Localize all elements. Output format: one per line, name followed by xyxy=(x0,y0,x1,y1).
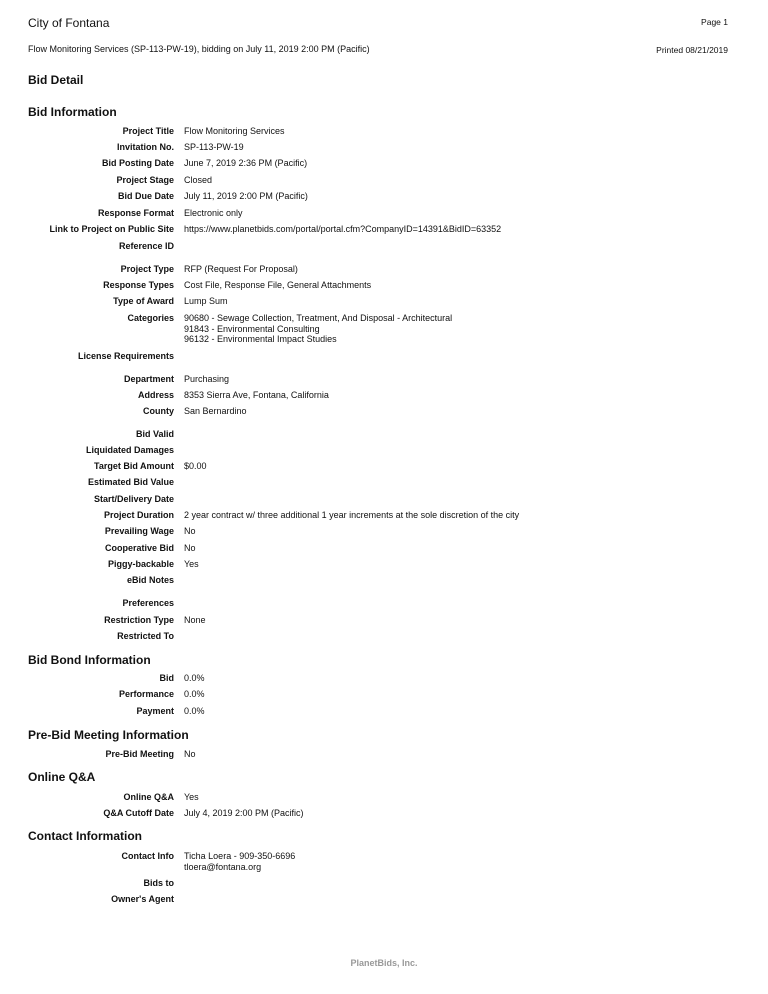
section-pre-bid-meeting: Pre-Bid Meeting Information xyxy=(28,728,189,742)
footer-brand: PlanetBids, Inc. xyxy=(350,958,418,968)
section-contact-information: Contact Information xyxy=(28,829,142,843)
field-label: Type of Award xyxy=(113,296,174,306)
field-value: No xyxy=(184,526,196,536)
field-label: Prevailing Wage xyxy=(104,526,174,536)
field-value: Flow Monitoring Services xyxy=(184,126,285,136)
section-bid-bond: Bid Bond Information xyxy=(28,653,151,667)
section-online-qa: Online Q&A xyxy=(28,770,96,784)
field-value: Yes xyxy=(184,792,199,802)
field-label: Bids to xyxy=(143,878,174,888)
field-label: Project Duration xyxy=(103,510,174,520)
field-label: Target Bid Amount xyxy=(94,461,174,471)
field-value: July 4, 2019 2:00 PM (Pacific) xyxy=(184,808,304,818)
field-label: Bid Posting Date xyxy=(101,158,174,168)
field-label: Performance xyxy=(118,689,174,699)
field-label: Contact Info xyxy=(121,851,174,861)
field-value: San Bernardino xyxy=(184,406,247,416)
document-title: City of Fontana xyxy=(28,16,110,30)
field-label: Online Q&A xyxy=(123,792,174,802)
field-label: Bid xyxy=(159,673,174,683)
field-label: Restriction Type xyxy=(104,615,174,625)
section-bid-information: Bid Information xyxy=(28,105,117,119)
field-value: No xyxy=(184,749,196,759)
field-label: Payment xyxy=(136,706,174,716)
field-label: Owner's Agent xyxy=(111,894,174,904)
field-value: Cost File, Response File, General Attachments xyxy=(184,280,372,290)
field-label: Reference ID xyxy=(118,241,174,251)
field-label: Restricted To xyxy=(117,631,174,641)
field-value: Ticha Loera - 909-350-6696 tloera@fontana.org xyxy=(184,851,296,872)
field-label: Preferences xyxy=(122,598,174,608)
field-value: Lump Sum xyxy=(184,296,228,306)
field-value: 0.0% xyxy=(184,706,205,716)
field-label: County xyxy=(143,406,174,416)
field-label: Bid Valid xyxy=(135,429,174,439)
field-label: Address xyxy=(137,390,174,400)
field-label: Invitation No. xyxy=(117,142,174,152)
public-site-link[interactable]: https://www.planetbids.com/portal/portal.cfm?CompanyID=14391&BidID=63352 xyxy=(184,224,502,234)
field-value: RFP (Request For Proposal) xyxy=(184,264,298,274)
field-value: 2 year contract w/ three additional 1 year increments at the sole discretion of the city xyxy=(184,510,520,520)
field-value: Yes xyxy=(184,559,199,569)
field-value: 8353 Sierra Ave, Fontana, California xyxy=(184,390,329,400)
field-label: Project Type xyxy=(120,264,174,274)
field-label: Link to Project on Public Site xyxy=(49,224,174,234)
field-value: Purchasing xyxy=(184,374,230,384)
field-value: 0.0% xyxy=(184,673,205,683)
field-label: Liquidated Damages xyxy=(85,445,174,455)
field-label: Start/Delivery Date xyxy=(93,494,174,504)
field-label: Categories xyxy=(127,313,174,323)
page-title: Bid Detail xyxy=(28,73,84,87)
field-value: 0.0% xyxy=(184,689,205,699)
bid-subtitle: Flow Monitoring Services (SP-113-PW-19), bidding on July 11, 2019 2:00 PM (Pacific) xyxy=(28,44,370,54)
field-label: Response Format xyxy=(97,208,174,218)
field-label: Pre-Bid Meeting xyxy=(105,749,174,759)
field-label: Bid Due Date xyxy=(117,191,174,201)
field-label: Project Title xyxy=(122,126,174,136)
field-value: June 7, 2019 2:36 PM (Pacific) xyxy=(184,158,308,168)
field-value: Closed xyxy=(184,175,213,185)
field-value: No xyxy=(184,543,196,553)
field-value: Electronic only xyxy=(184,208,243,218)
field-value: $0.00 xyxy=(184,461,207,471)
field-label: License Requirements xyxy=(77,351,174,361)
printed-date: Printed 08/21/2019 xyxy=(656,45,728,55)
field-value: SP-113-PW-19 xyxy=(184,142,244,152)
field-value: None xyxy=(184,615,206,625)
field-value: 90680 - Sewage Collection, Treatment, And Disposal - Architectural 91843 - Environmental Consulting 96132 - Environmental Impact Studies xyxy=(184,313,453,344)
field-label: Department xyxy=(123,374,174,384)
field-label: eBid Notes xyxy=(126,575,174,585)
field-label: Cooperative Bid xyxy=(104,543,174,553)
field-value: July 11, 2019 2:00 PM (Pacific) xyxy=(184,191,308,201)
field-label: Q&A Cutoff Date xyxy=(103,808,174,818)
field-label: Project Stage xyxy=(116,175,174,185)
field-label: Piggy-backable xyxy=(107,559,174,569)
field-label: Estimated Bid Value xyxy=(87,477,174,487)
field-label: Response Types xyxy=(103,280,174,290)
page-number: Page 1 xyxy=(701,17,728,27)
